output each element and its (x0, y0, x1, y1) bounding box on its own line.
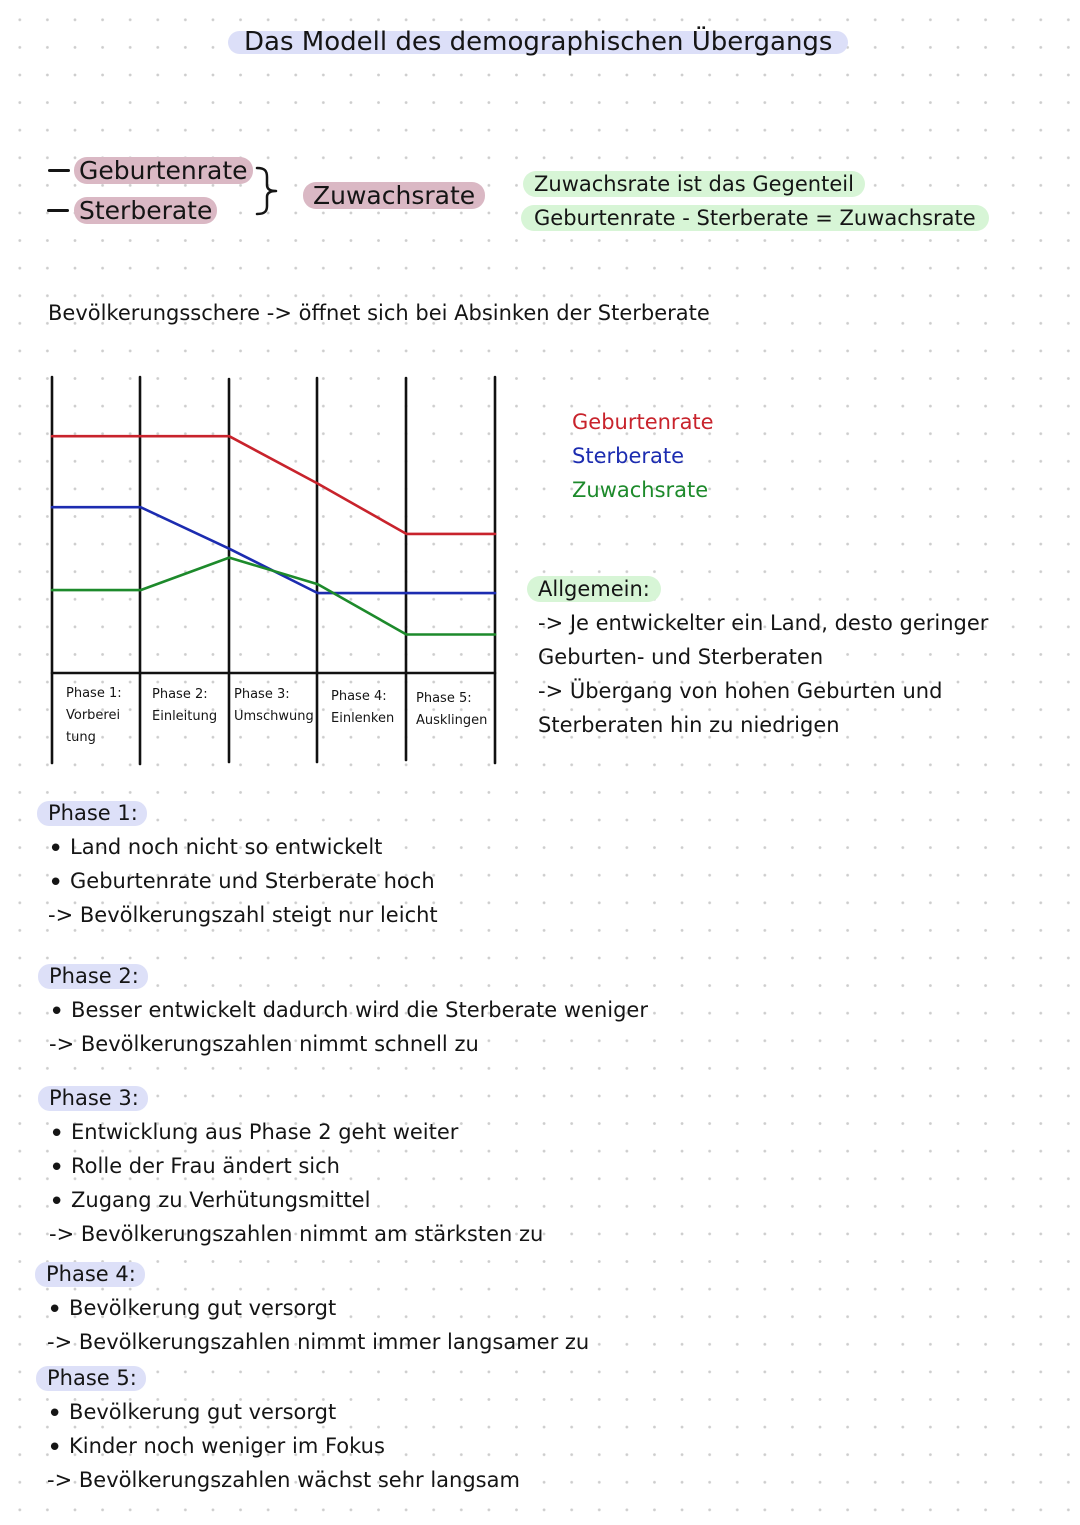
bullet-marker: • (48, 868, 64, 898)
scissors-note: Bevölkerungsschere -> öffnet sich bei Absinken der Sterberate (48, 301, 710, 325)
list-item (49, 993, 648, 1027)
bullet-marker: • (49, 1187, 65, 1217)
list-item-text: Kinder noch weniger im Fokus (69, 1434, 385, 1458)
list-item (47, 1429, 520, 1463)
phase-label-3 (229, 684, 314, 728)
phase-label-line: Phase 2: (152, 687, 208, 702)
general-text (538, 606, 988, 742)
general-line: -> Übergang von hohen Geburten und (538, 679, 943, 703)
arrow-marker: -> (47, 1468, 73, 1492)
phase-label-4 (317, 686, 394, 730)
phase-label-line: Ausklingen (416, 713, 488, 728)
legend-entry-zuwachsrate: Zuwachsrate (572, 478, 709, 502)
general-line: Geburten- und Sterberaten (538, 645, 824, 669)
phase-label-line: Einlenken (331, 711, 395, 726)
series-line-sterberate (52, 507, 495, 593)
bullet-marker: • (49, 997, 65, 1027)
phase-1-list (48, 830, 438, 932)
term-zuwachsrate: Zuwachsrate (303, 182, 485, 209)
list-item (47, 1395, 520, 1429)
list-item-text: Bevölkerungszahlen nimmt immer langsamer zu (78, 1330, 590, 1354)
phase-2-list (49, 993, 648, 1061)
arrow-marker: -> (48, 903, 74, 927)
list-item (47, 1325, 589, 1359)
list-item-text: Besser entwickelt dadurch wird die Sterberate weniger (71, 998, 648, 1022)
formula-note: Geburtenrate - Sterberate = Zuwachsrate (521, 205, 989, 231)
list-item-text: Bevölkerung gut versorgt (69, 1400, 337, 1424)
list-item-text: Bevölkerungszahlen nimmt am stärksten zu (80, 1222, 544, 1246)
bullet-marker: • (47, 1399, 63, 1429)
phase-5-list (47, 1395, 520, 1497)
phase-label-line: Phase 4: (331, 689, 387, 704)
list-item-text: Entwicklung aus Phase 2 geht weiter (71, 1120, 459, 1144)
series-line-zuwachsrate (52, 558, 495, 635)
general-line: -> Je entwickelter ein Land, desto geringer (538, 611, 989, 635)
phase-label-5 (406, 688, 487, 732)
bullet-marker: • (49, 1153, 65, 1183)
phase-3-list (49, 1115, 543, 1251)
phase-label-line: Phase 1: (66, 686, 122, 701)
dash-marker (47, 209, 69, 212)
bullet-marker: • (47, 1433, 63, 1463)
list-item-text: Land noch nicht so entwickelt (70, 835, 383, 859)
general-line: Sterberaten hin zu niedrigen (538, 713, 840, 737)
list-item (47, 1463, 520, 1497)
chart-legend (572, 405, 714, 507)
arrow-marker: -> (49, 1222, 75, 1246)
phase-label-line: Vorberei (66, 708, 121, 723)
list-item (49, 1183, 543, 1217)
phase-label-line: Phase 5: (416, 691, 472, 706)
page-title: Das Modell des demographischen Übergangs (228, 31, 848, 54)
bullet-marker: • (48, 834, 64, 864)
list-item (48, 898, 438, 932)
brace-icon (252, 163, 284, 219)
dash-marker (48, 169, 70, 172)
series-line-geburtenrate (52, 436, 495, 534)
list-item-text: Bevölkerung gut versorgt (69, 1296, 337, 1320)
list-item (47, 1291, 589, 1325)
phase-label-line: Einleitung (152, 709, 218, 724)
phase-5-heading: Phase 5: (36, 1366, 146, 1391)
term-geburtenrate: Geburtenrate (74, 157, 253, 184)
phase-4-list (47, 1291, 589, 1359)
list-item-text: Bevölkerungszahlen wächst sehr langsam (78, 1468, 520, 1492)
term-sterberate: Sterberate (74, 197, 217, 224)
phase-label-1 (52, 683, 122, 749)
list-item (49, 1217, 543, 1251)
arrow-marker: -> (47, 1330, 73, 1354)
general-heading: Allgemein: (527, 576, 661, 602)
legend-entry-sterberate: Sterberate (572, 444, 685, 468)
phase-label-line: tung (66, 730, 96, 745)
legend-entry-geburtenrate: Geburtenrate (572, 410, 714, 434)
list-item (49, 1115, 543, 1149)
phase-2-heading: Phase 2: (38, 964, 148, 989)
list-item (49, 1149, 543, 1183)
definition-note: Zuwachsrate ist das Gegenteil (523, 171, 865, 197)
list-item-text: Bevölkerungszahl steigt nur leicht (79, 903, 438, 927)
list-item (49, 1027, 648, 1061)
arrow-marker: -> (49, 1032, 75, 1056)
list-item (48, 830, 438, 864)
list-item (48, 864, 438, 898)
list-item-text: Bevölkerungszahlen nimmt schnell zu (80, 1032, 479, 1056)
list-item-text: Rolle der Frau ändert sich (71, 1154, 340, 1178)
list-item-text: Zugang zu Verhütungsmittel (71, 1188, 371, 1212)
list-item-text: Geburtenrate und Sterberate hoch (70, 869, 435, 893)
bullet-marker: • (47, 1295, 63, 1325)
phase-4-heading: Phase 4: (35, 1262, 145, 1287)
phase-label-2 (140, 684, 217, 728)
phase-label-line: Phase 3: (234, 687, 290, 702)
bullet-marker: • (49, 1119, 65, 1149)
phase-label-line: Umschwung (234, 709, 314, 724)
phase-1-heading: Phase 1: (37, 801, 147, 826)
phase-3-heading: Phase 3: (38, 1086, 148, 1111)
